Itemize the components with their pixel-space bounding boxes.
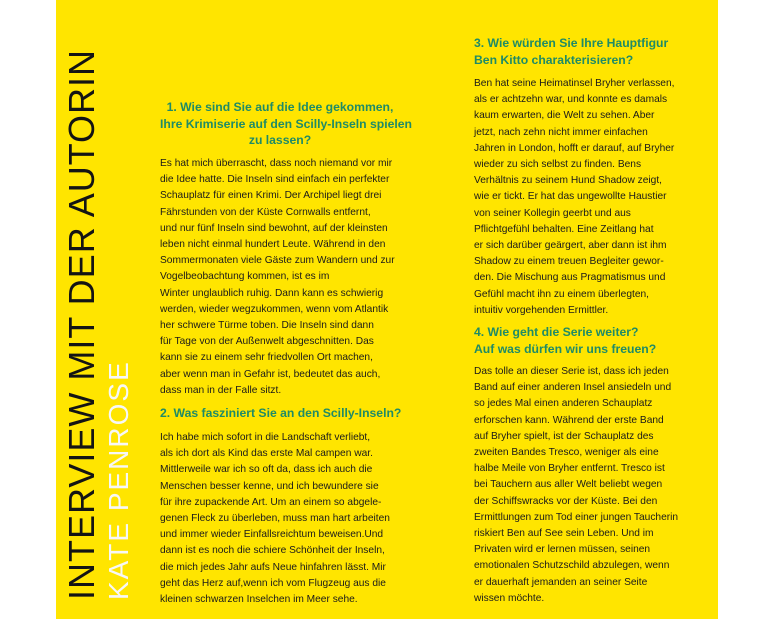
question-4: 4. Wie geht die Serie weiter? Auf was dürfen wir uns freuen? [474,325,657,356]
vertical-author-name: KATE PENROSE [103,360,134,600]
vertical-title: INTERVIEW MIT DER AUTORIN [61,48,102,600]
question-1: 1. Wie sind Sie auf die Idee gekommen, Ihre Krimiserie auf den Scilly-Inseln spielen zu lassen? [160,100,412,147]
question-3: 3. Wie würden Sie Ihre Hauptfigur Ben Kitto charakterisieren? [474,36,669,67]
answer-1: Es hat mich überrascht, dass noch niemand vor mir die Idee hatte. Die Inseln sind einfach ein perfekter Schauplatz für einen Krimi. Der Archipel liegt drei Fährstunden von der Küste Cornwalls entfernt, und nur fünf Inseln sind bewohnt, auf der kleinsten leben nicht einmal hundert Leute. Während in den Sommermonaten viele Gäste zum Wandern und zur Vogelbeobachtung kommen, ist es im Winter unglaublich ruhig. Dann kann es schwierig werden, wieder wegzukommen, wenn vom Atlantik her schwere Türme toben. Die Inseln sind dann für Tage von der Außenwelt abgeschnitten. Das kann sie zu einem sehr friedvollen Ort machen, aber wenn man in Gefahr ist, bedeutet das auch, dass man in der Falle sitzt. [160,158,395,396]
answer-2: Ich habe mich sofort in die Landschaft verliebt, als ich dort als Kind das erste Mal campen war. Mittlerweile war ich so oft da, dass ich auch die Menschen besser kenne, und ich bewundere sie für ihre zupackende Art. Um an einem so abgele- genen Fleck zu überleben, muss man hart arbeiten und immer wieder Einfallsreichtum beweisen.Und dann ist es noch die schiere Schönheit der Inseln, die mich jedes Jahr aufs Neue hinfahren lässt. Mir geht das Herz auf,wenn ich vom Flugzeug aus die kleinen schwarzen Inselchen im Meer sehe. [160,432,390,606]
answer-3: Ben hat seine Heimatinsel Bryher verlassen, als er achtzehn war, und konnte es damals kaum erwarten, die Welt zu sehen. Aber jetzt, nach zehn nicht immer einfachen Jahren in London, hofft er darauf, auf Bryher wieder zu sich selbst zu finden. Bens Verhältnis zu seinem Hund Shadow zeigt, wie er tickt. Er hat das ungewollte Haustier von seiner Kollegin geerbt und aus Pflichtgefühl behalten. Eine Zeitlang hat er sich darüber geärgert, aber dann ist ihm Shadow zu einem treuen Begleiter gewor- den. Die Mischung aus Pragmatismus und Gefühl macht ihn zu einem überlegten, intuitiv vorgehenden Ermittler. [474,78,675,316]
answer-4: Das tolle an dieser Serie ist, dass ich jeden Band auf einer anderen Insel ansiedeln und so jedes Mal einen anderen Schauplatz erforschen kann. Während der erste Band auf Bryher spielt, ist der Schauplatz des zweiten Bandes Tresco, weniger als eine halbe Meile von Bryher entfernt. Tresco ist bei Tauchern aus aller Welt beliebt wegen der Schiffswracks vor der Küste. Bei den Ermittlungen zum Tod einer jungen Taucherin riskiert Ben auf See sein Leben. Und im Privaten wird er lernen müssen, seinen emotionalen Schutzschild abzulegen, wenn er dauerhaft jemanden an seiner Seite wissen möchte. [474,366,679,604]
question-2: 2. Was fasziniert Sie an den Scilly-Inseln? [160,406,402,420]
